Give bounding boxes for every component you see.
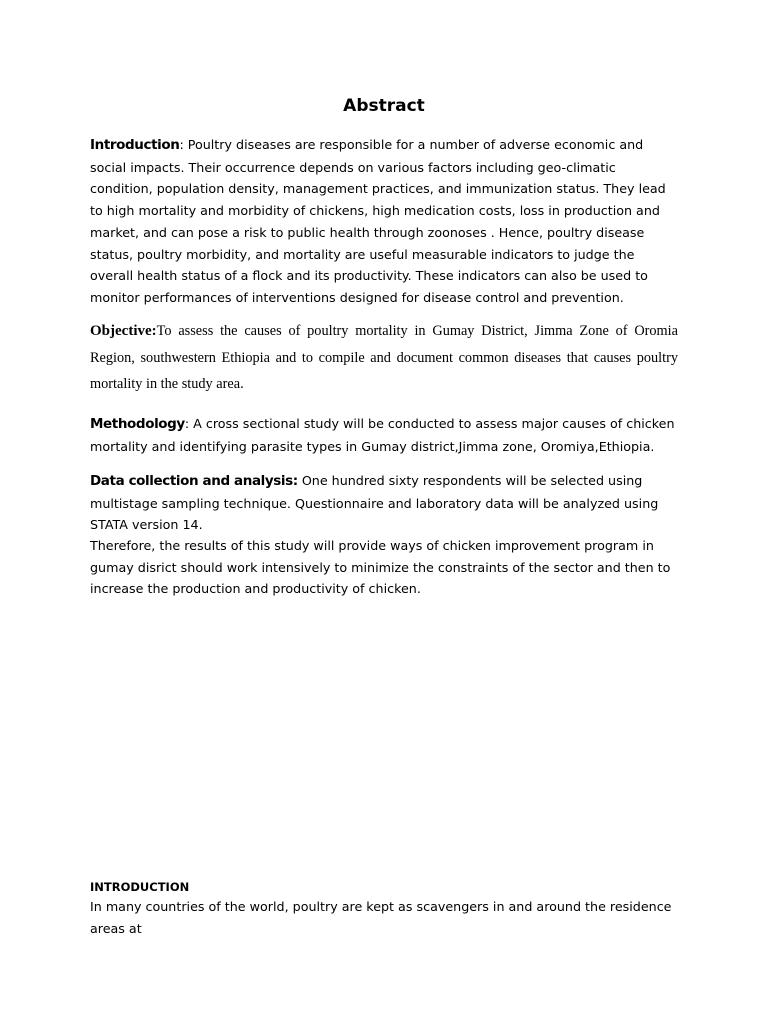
introduction-heading: INTRODUCTION xyxy=(90,880,190,894)
introduction-text: : Poultry diseases are responsible for a number of adverse economic and social impacts. Their occurrence depends on various factors including geo-climatic condition, population density, management practices, and immunization status. They lead to high mortality and morbidity of chickens, high medication costs, loss in production and market, and can pose a risk to public health through zoonoses . Hence, poultry disease status, poultry morbidity, and mortality are useful measurable indicators to judge the overall health status of a flock and its productivity. These indicators can also be used to monitor performances of interventions designed for disease control and prevention. xyxy=(90,137,666,305)
methodology-label: Methodology xyxy=(90,416,185,432)
conclusion-paragraph: Therefore, the results of this study will provide ways of chicken improvement program in gumay disrict should work intensively to minimize the constraints of the sector and then to increase the production and productivity of chicken. xyxy=(90,538,671,597)
introduction-label: Introduction xyxy=(90,137,180,153)
introduction-paragraph xyxy=(90,134,678,309)
objective-paragraph xyxy=(90,318,678,398)
data-collection-text: One hundred sixty respondents will be selected using multistage sampling technique. Questionnaire and laboratory data will be analyzed using STATA version 14. xyxy=(90,473,659,533)
introduction-body-text: In many countries of the world, poultry are kept as scavengers in and around the residence areas at xyxy=(90,899,672,936)
methodology-paragraph xyxy=(90,413,678,457)
objective-label: Objective: xyxy=(90,323,157,339)
abstract-title: Abstract xyxy=(343,96,425,116)
objective-text: To assess the causes of poultry mortality in Gumay District, Jimma Zone of Oromia Region, southwestern Ethiopia and to compile and document common diseases that causes poultry mortality in the study area. xyxy=(90,323,678,392)
data-collection-label: Data collection and analysis: xyxy=(90,473,298,489)
methodology-text: : A cross sectional study will be conducted to assess major causes of chicken mortality and identifying parasite types in Gumay district,Jimma zone, Oromiya,Ethiopia. xyxy=(90,416,675,454)
data-collection-paragraph xyxy=(90,470,678,536)
